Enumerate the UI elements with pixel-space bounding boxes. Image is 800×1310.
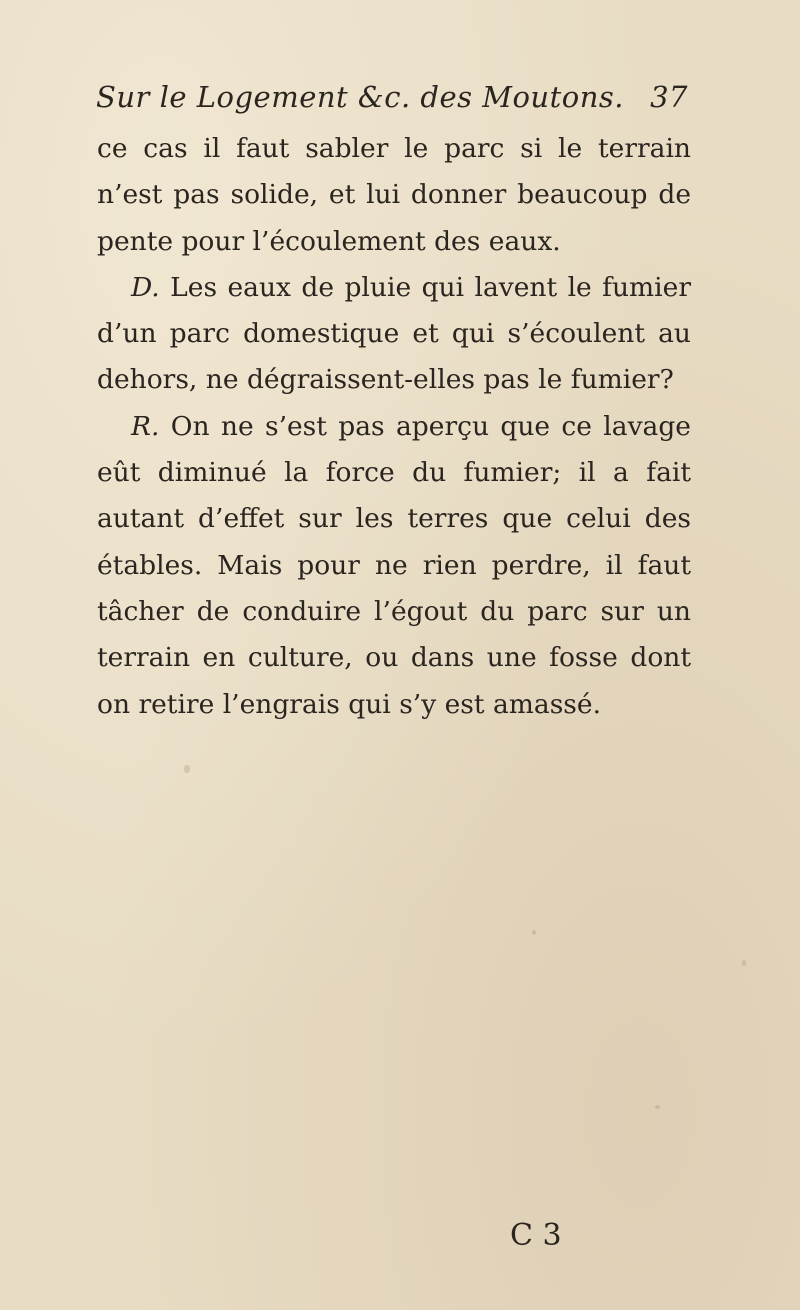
paper-stain (655, 1105, 660, 1109)
running-head (96, 80, 688, 120)
paper-stain (184, 765, 190, 773)
page-number: 37 (650, 80, 688, 114)
paper-stain (742, 960, 746, 966)
paragraph-text: ce cas il faut sabler le parc si le terrain n’est pas solide, et lui donner beaucoup de pente pour l’écoulement des eaux. (97, 133, 691, 257)
running-head-title: Sur le Logement &c. des Moutons. (96, 80, 624, 114)
paragraph-text: Les eaux de pluie qui lavent le fumier d’un parc domestique et qui s’écoulent au dehors, ne dégraissent-elles pas le fumier? (97, 271, 691, 396)
paragraph-answer (97, 404, 691, 728)
speaker-label: R. (131, 410, 160, 442)
paragraph-continuation (97, 126, 691, 265)
paragraph-text: On ne s’est pas aperçu que ce lavage eût diminué la force du fumier; il a fait autant d’effet sur les terres que celui des étables. Mais pour ne rien perdre, il faut tâcher de conduire l’égout du parc sur un terrain en culture, ou dans une fosse dont on retire l’engrais qui s’y est amassé. (97, 410, 691, 720)
body-text (97, 126, 691, 728)
paragraph-question (97, 265, 691, 404)
paper-stain (532, 930, 536, 935)
signature-mark: C 3 (510, 1218, 562, 1253)
speaker-label: D. (131, 271, 160, 303)
